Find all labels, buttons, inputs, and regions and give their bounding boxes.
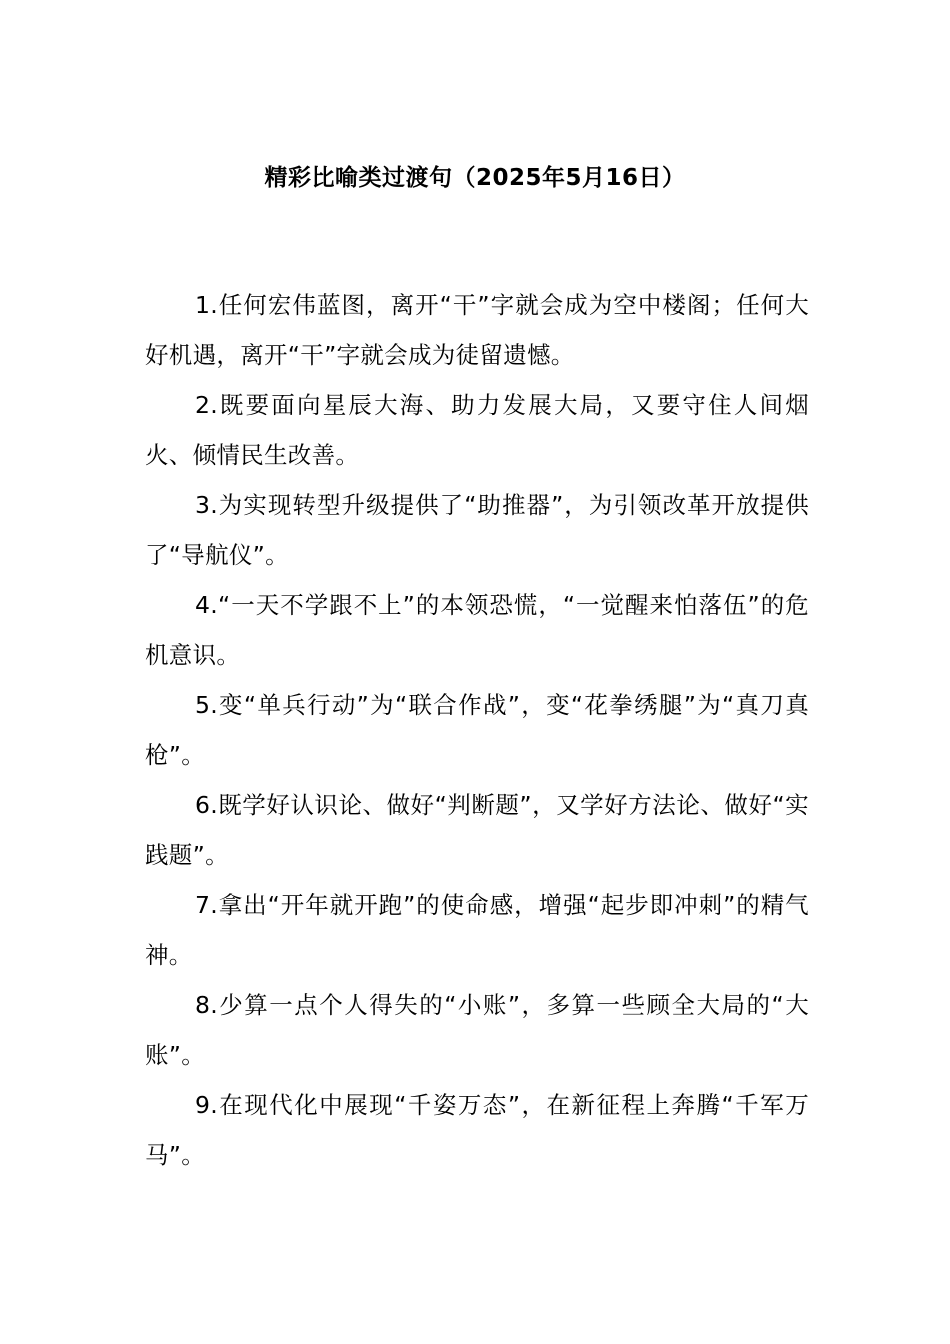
- paragraph-2: 2.既要面向星辰大海、助力发展大局，又要守住人间烟火、倾情民生改善。: [145, 391, 809, 469]
- paragraph-8: 8.少算一点个人得失的“小账”，多算一些顾全大局的“大账”。: [145, 991, 809, 1069]
- paragraph-4: 4.“一天不学跟不上”的本领恐慌，“一觉醒来怕落伍”的危机意识。: [145, 591, 809, 669]
- paragraph-5: 5.变“单兵行动”为“联合作战”，变“花拳绣腿”为“真刀真枪”。: [145, 691, 809, 769]
- paragraph-6: 6.既学好认识论、做好“判断题”，又学好方法论、做好“实践题”。: [145, 791, 809, 869]
- paragraph-1: 1.任何宏伟蓝图，离开“干”字就会成为空中楼阁；任何大好机遇，离开“干”字就会成为徒留遗憾。: [145, 291, 809, 369]
- paragraph-3: 3.为实现转型升级提供了“助推器”，为引领改革开放提供了“导航仪”。: [145, 491, 809, 569]
- paragraph-7: 7.拿出“开年就开跑”的使命感，增强“起步即冲刺”的精气神。: [145, 891, 809, 969]
- document-title: 精彩比喻类过渡句（2025年5月16日）: [264, 165, 686, 191]
- document-body: [145, 280, 809, 1180]
- paragraph-9: 9.在现代化中展现“千姿万态”，在新征程上奔腾“千军万马”。: [145, 1091, 809, 1169]
